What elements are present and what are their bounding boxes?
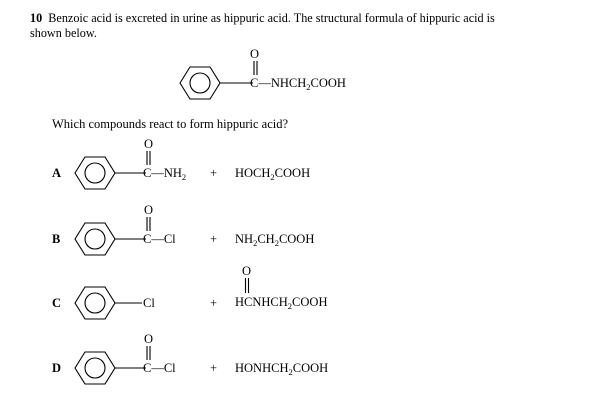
option-c-left-group: Cl xyxy=(143,296,155,310)
option-c-right-compound xyxy=(235,264,355,310)
carbonyl-oxygen: O xyxy=(144,137,154,151)
option-a-structure xyxy=(66,138,226,192)
option-a-label[interactable]: A xyxy=(52,166,62,180)
benzene-ring xyxy=(75,352,115,384)
hippuric-acid-structure xyxy=(170,48,390,102)
benzene-ring xyxy=(75,287,115,319)
question-stem: Benzoic acid is excreted in urine as hippuric acid. The structural formula of hippuric acid is xyxy=(48,11,495,25)
hippuric-acid-group: $C—NHCH_2COOH$ xyxy=(250,76,346,92)
option-b-plus: + xyxy=(210,232,218,246)
benzene-ring xyxy=(75,223,115,255)
question-number: 10 xyxy=(30,11,43,25)
option-a-left-group: $C—NH_2$ xyxy=(143,166,187,182)
question-prompt: Which compounds react to form hippuric acid? xyxy=(52,117,289,131)
carbonyl-oxygen: O xyxy=(144,203,154,217)
option-d-plus: + xyxy=(210,361,218,375)
question-stem-line-2: shown below. xyxy=(30,26,97,40)
option-a-right-compound: $HOCH_2COOH$ xyxy=(235,166,311,182)
option-c-label[interactable]: C xyxy=(52,296,62,310)
carbonyl-oxygen: O xyxy=(242,264,252,278)
benzene-ring xyxy=(75,157,115,189)
option-b-right-compound: $NH_2CH_2COOH$ xyxy=(235,232,315,248)
option-a-plus: + xyxy=(210,166,218,180)
svg-text:HCNHCH2COOH: $HCNHCH_2COOH$ xyxy=(235,295,328,311)
option-b-structure xyxy=(66,204,226,258)
option-b-label[interactable]: B xyxy=(52,232,61,246)
option-d-label[interactable]: D xyxy=(52,361,62,375)
option-c-structure xyxy=(66,268,226,322)
option-d-structure xyxy=(66,333,226,387)
option-d-left-group: C—Cl xyxy=(143,361,176,375)
benzene-ring xyxy=(180,67,220,99)
carbonyl-oxygen: O xyxy=(250,47,260,61)
question-line-1 xyxy=(30,12,495,24)
carbonyl-oxygen: O xyxy=(144,332,154,346)
option-b-left-group: C—Cl xyxy=(143,232,176,246)
option-d-right-compound: $HONHCH_2COOH$ xyxy=(235,361,329,377)
option-c-plus: + xyxy=(210,296,218,310)
